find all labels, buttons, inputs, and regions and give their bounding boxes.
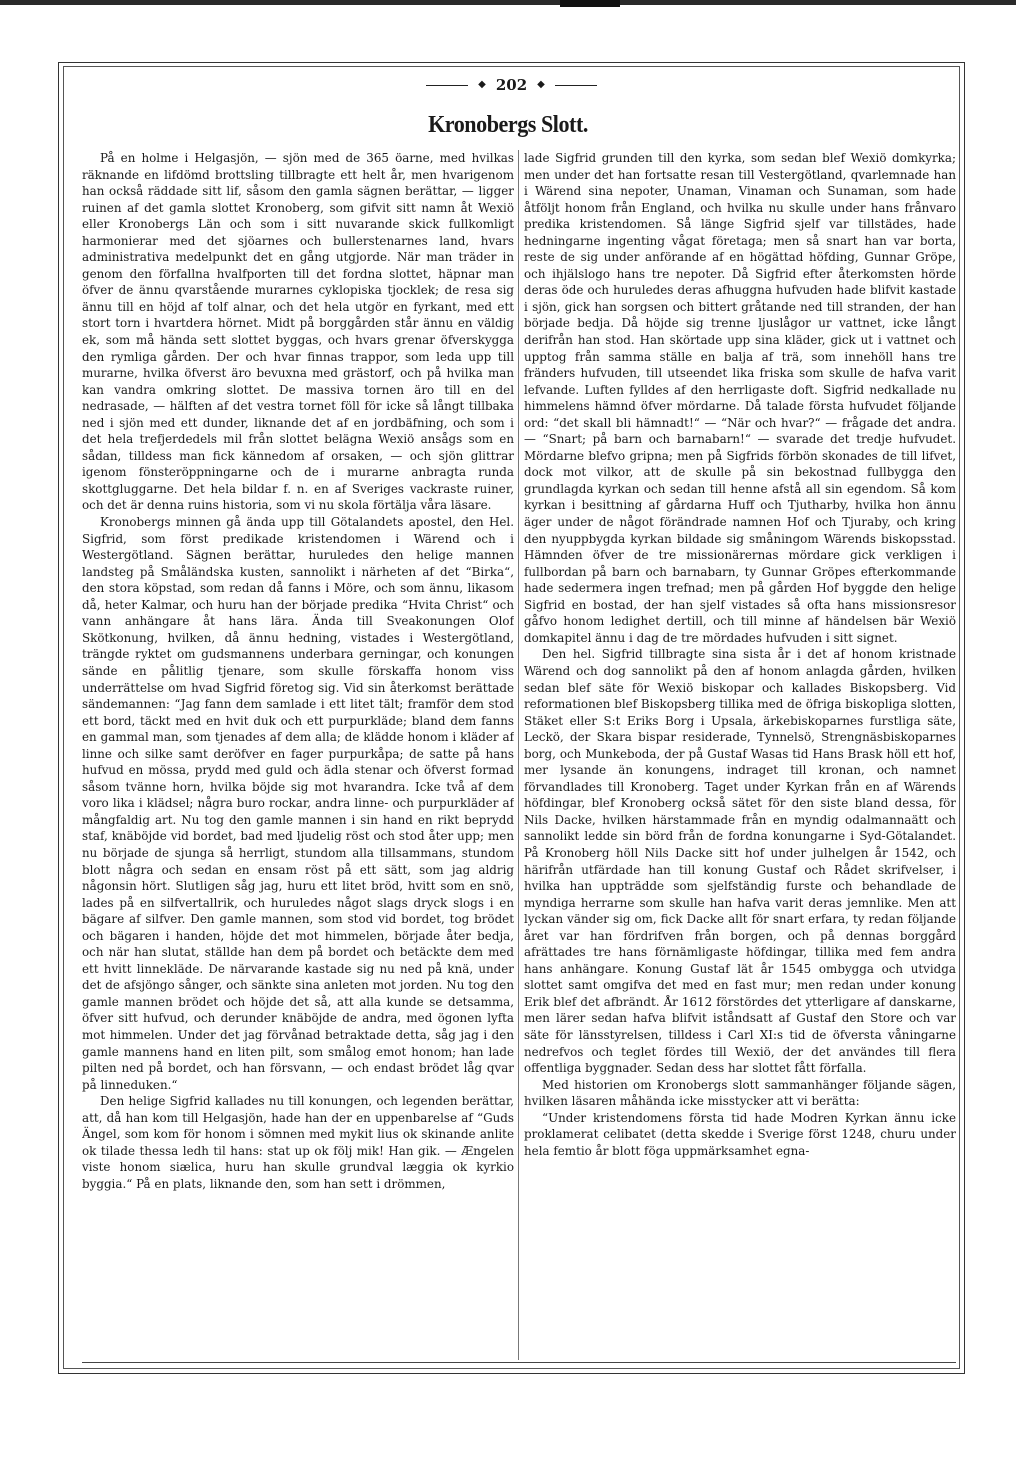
article-title: Kronobergs Slott. (428, 112, 588, 138)
page-header (63, 74, 960, 96)
paragraph: lade Sigfrid grunden till den kyrka, som sedan blef Wexiö domkyrka; men under det han fortsatte resan till Vestergötland, qvarlemnade han i Wärend sina nepoter, Unaman, Vinaman och Sunaman, som hade åtföljt honom från England, och hvilka nu skulle under hans frånvaro predika kristendomen. Så länge Sigfrid sjelf var tillstädes, hade hedningarne ingenting vågat företaga; men så snart han var borta, reste de sig under anförande af en högättad höfding, Gunnar Gröpe, och ihjälslogo hans tre nepoter. Då Sigfrid efter återkomsten hörde deras öde och huruledes deras afhuggna hufvuden hade blifvit kastade i sjön, gick han sorgsen och bittert gråtande ned till stranden, der han började bedja. Då höjde sig trenne ljuslågor ur vattnet, icke långt derifrån han stod. Han skörtade upp sina kläder, gick ut i vattnet och upptog från samma ställe en balja af trä, som innehöll hans tre fränders hufvuden, till utseendet lika friska som skulle de hafva varit lefvande. Luften fylldes af den herrligaste doft. Sigfrid nedkallade nu himmelens hämnd öfver mördarne. Då talade första hufvudet följande ord: “det skall bli hämnadt!“ — “När och hvar?“ — frågade det andra. — “Snart; på barn och barnabarn!“ — svarade det tredje hufvudet. Mördarne blefvo gripna; men på Sigfrids förbön skonades de till lifvet, dock mot vilkor, att de skulle på sin bekostnad fullbygga den grundlagda kyrkan och sedan till henne afstå all sin egendom. Så kom kyrkan i besittning af gårdarna Huff och Tjutharby, hvilka hon ännu äger under de något förändrade namnen Hof och Tjuraby, och kring den nyuppbygda kyrkan bildade sig småningom Wärends biskopsstad. Hämnden öfver de tre missionärernas mördare gick verkligen i fullbordan på barn och barnabarn, ty Gunnar Gröpes efterkommande hade sedermera ingen trefnad; men på gården Hof byggde den helige Sigfrid en bostad, der han sjelf vistades så ofta hans missionsresor gåfvo honom ledighet dertill, och till minne af händelsen bär Wexiö domkapitel ännu i dag de tre mördades hufvuden i sitt signet. (524, 151, 956, 645)
column-divider (518, 150, 519, 1360)
bottom-rule (82, 1362, 956, 1363)
paragraph: Kronobergs minnen gå ända upp till Götalandets apostel, den Hel. Sigfrid, som först predikade kristendomen i Wärend och i Westergötland. Sägnen berättar, huruledes den helige mannen landsteg på Småländska kusten, sannolikt i närheten af det “Birka“, den stora köpstad, som redan då fanns i Möre, och som ännu, likasom då, heter Kalmar, och huru han der började predika “Hvita Christ“ och vann anhängare åt hans lära. Ända till Sveakonungen Olof Skötkonung, hvilken, då ännu hedning, vistades i Westergötland, trängde ryktet om gudsmannens underbara gerningar, och konungen sände en pålitlig tjenare, som skulle förskaffa honom viss underrättelse om hvad Sigfrid företog sig. Vid sin återkomst berättade sändemannen: “Jag fann dem samlade i ett litet tält; framför dem stod ett bord, täckt med en hvit duk och ett purpurkläde; bland dem fanns en gammal man, som tjenades af dem alla; de klädde honom i kläder af linne och silke samt deröfver en fager purpurkåpa; de satte på hans hufvud en mössa, prydd med guld och ädla stenar och öfverst formad såsom tvänne horn, hvilka böjde sig mot hvarandra. Icke två af dem voro lika i klädsel; några buro rockar, andra linne- och purpurkläder af mångfaldig art. Nu tog den gamle mannen i sin hand en rikt beprydd staf, knäböjde vid bordet, bad med ljudelig röst och stod åter upp; men nu började de sjunga så herrligt, stundom alla tillsammans, stundom blott några och sedan en ensam röst på ett sätt, som jag aldrig någonsin hört. Slutligen såg jag, huru ett litet bröd, hvitt som en snö, lades på en silfvertallrik, och huruledes något slags dryck slogs i en bägare af silfver. Den gamle mannen, som stod vid bordet, tog brödet och bägaren i handen, höjde det mot himmelen, började åter bedja, och när han slutat, ställde han dem på bordet och betäckte dem med ett hvitt linnekläde. De närvarande kastade sig nu ned på knä, under det de afsjöngo sånger, och sänkte sina anleten mot jorden. Nu tog den gamle mannen brödet och höjde det så, att alla kunde se detsamma, öfver sitt hufvud, och derunder knäböjde de andra, med ögonen lyfta mot himmelen. Under det jag förvånad betraktade detta, såg jag i den gamle mannens hand en liten pilt, som smålog emot honom; han lade pilten ned på bordet, och han försvann, — och endast brödet låg qvar på linneduken.“ (82, 515, 514, 1092)
header-rule-left (426, 85, 468, 86)
left-column (82, 150, 514, 1362)
header-ornament-right: ◆ (537, 79, 545, 90)
header-rule-right (555, 85, 597, 86)
paragraph: Den helige Sigfrid kallades nu till konungen, och legenden berättar, att, då han kom till Helgasjön, hade han der en uppenbarelse af “Guds Ängel, som kom för honom i sömnen med mykit lius ok skinande anlite ok tilade thessa ledh til hans: stat up ok följ mik! Han gik. — Ængelen viste honom siælica, huru han skulle grundval læggia ok kyrkio byggia.“ På en plats, liknande den, som han sett i drömmen, (82, 1094, 514, 1191)
page-number: 202 (495, 76, 528, 94)
top-edge-strip (0, 0, 1016, 5)
header-ornament-left: ◆ (478, 79, 486, 90)
top-edge-mark (560, 0, 620, 7)
paragraph: Med historien om Kronobergs slott sammanhänger följande sägen, hvilken läsaren måhända icke misstycker att vi berätta: (524, 1077, 956, 1109)
right-column (524, 150, 956, 1362)
paragraph: På en holme i Helgasjön, — sjön med de 365 öarne, med hvilkas räknande en lifdömd brottsling tillbragte ett helt år, men hvarigenom han också räddade sitt lif, såsom den gamla sägnen berättar, — ligger ruinen af det gamla slottet Kronoberg, som gifvit sitt namn åt Wexiö eller Kronobergs Län och som i sitt nuvarande skick fullkomligt harmonierar med det sjöarnes och bullerstenarnes land, hvars administrativa medelpunkt det en gång utgjorde. När man träder in genom den förfallna hvalfporten till det fordna slottet, häpnar man öfver de ännu qvarstående murarnes cyklopiska tjocklek; de resa sig ännu till en höjd af tolf alnar, och det hela utgör en fyrkant, med ett stort torn i hvartdera hörnet. Midt på borggården står ännu en väldig ek, som må hända sett slottet byggas, och hvars grenar öfverskygga den rymliga gården. Der och hvar finnas trappor, som leda upp till murarne, hvilka öfverst äro bevuxna med grästorf, och på hvilka man kan vandra omkring slottet. De massiva tornen äro till en del nedrasade, — hälften af det vestra tornet föll för icke så långt tillbaka ned i sjön med ett dunder, liknande det af en jordbäfning, och som i det hela trefjerdedels mil från slottet belägna Wexiö ansågs som en sådan, tilldess man fick kännedom af orsaken, — och sjön glittrar igenom fönsteröppningarne och de i murarne anbragta runda skottgluggarne. Det hela bildar f. n. en af Sveriges vackraste ruiner, och det är denna ruins historia, som vi nu skola förtälja våra läsare. (82, 151, 514, 513)
paragraph: Den hel. Sigfrid tillbragte sina sista år i det af honom kristnade Wärend och dog sannolikt på den af honom anlagda gården, hvilken sedan blef säte för Wexiö biskopar och kallades Biskopsberg. Vid reformationen blef Biskopsberg tillika med de öfriga biskopliga slotten, Stäket eller S:t Eriks Borg i Upsala, ärkebiskoparnes furstliga säte, Leckö, der Skara bispar residerade, Tynnelsö, Strengnäsbiskoparnes borg, och Munkeboda, der på Gustaf Wasas tid Hans Brask höll ett hof, mer lysande än konungens, indraget till kronan, och namnet förvandlades till Kronoberg. Taget under Kyrkan från en af Wärends höfdingar, blef Kronoberg också sätet för den siste bland dessa, för Nils Dacke, hvilken härstammade från en myndig odalmannaätt och sannolikt ledde sin börd från de fordna konungarne i Syd-Götalandet. På Kronoberg höll Nils Dacke sitt hof under julhelgen år 1542, och härifrån utfärdade han till konung Gustaf och Rådet skrifvelser, i hvilka han uppträdde som sjelfständig furste och behandlade de myndiga herrarne som skulle han hafva varit deras jemnlike. Men att lyckan vänder sig om, fick Dacke allt för snart erfara, ty redan följande året var han fördrifven från borgen, och på dennas borggård afrättades tre hans förnämligaste höfdingar, tillika med fem andra hans anhängare. Konung Gustaf lät år 1545 ombygga och utvidga slottet samt omgifva det med en fast mur; men redan under konung Erik blef det afbrändt. År 1612 förstördes det ytterligare af danskarne, men lärer sedan hafva blifvit iståndsatt af Gustaf den Store och var säte för länsstyrelsen, tilldess i Carl XI:s tid de öfversta våningarne nedrefvos och teglet fördes till Wexiö, der det användes till flera offentliga byggnader. Sedan dess har slottet fått förfalla. (524, 647, 956, 1076)
paragraph: “Under kristendomens första tid hade Modren Kyrkan ännu icke proklamerat celibatet (detta skedde i Sverige först 1248, churu under hela femtio år blott föga uppmärksamhet egna- (524, 1110, 956, 1158)
